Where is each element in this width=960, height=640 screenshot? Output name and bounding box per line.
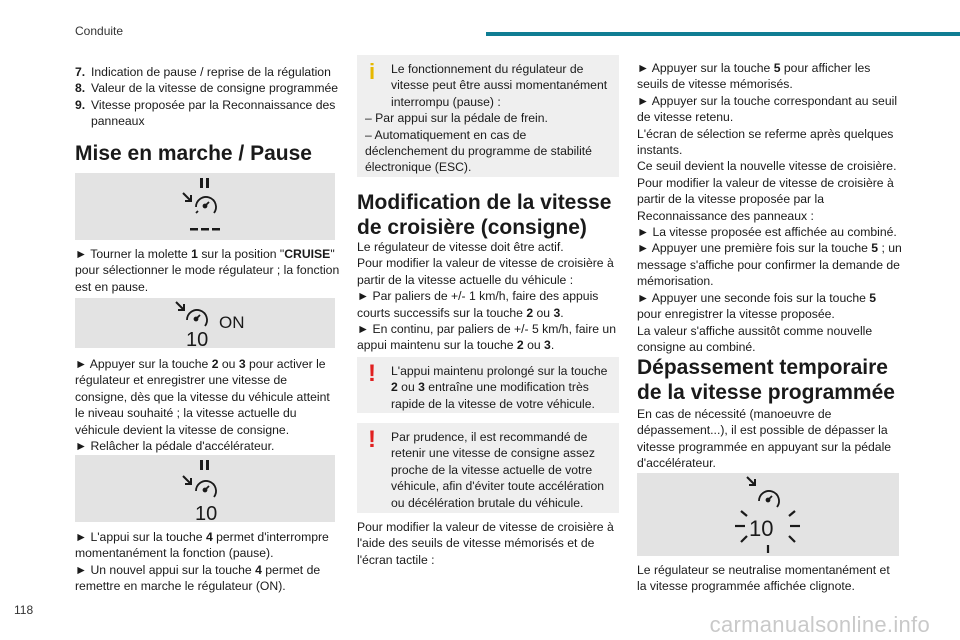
section-heading-mise-en-marche: Mise en marche / Pause <box>75 142 312 165</box>
figure-overspeed-blink <box>637 473 899 556</box>
cruise-paused-illustration <box>75 455 335 522</box>
list-text: Valeur de la vitesse de consigne programmée <box>91 81 339 96</box>
warning-note: ! Par prudence, il est recommandé de retenir une vitesse de consigne assez proche de la vitesse actuelle de votre véhicule, afin d'éviter toute accélération ou décélération brutale du véhicule. <box>357 423 619 513</box>
list-item <box>75 64 340 80</box>
warning-note: ! L'appui maintenu prolongé sur la touche 2 ou 3 entraîne une modification très rapide de la vitesse de votre véhicule. <box>357 357 619 413</box>
page-number: 118 <box>14 603 34 617</box>
speedometer-icon <box>747 477 779 507</box>
list-text: Vitesse proposée par la Reconnaissance des panneaux <box>91 97 336 129</box>
warning-icon: ! <box>368 360 376 387</box>
warning-icon: ! <box>368 426 376 453</box>
speedometer-icon <box>176 302 207 326</box>
section-heading-depassement: Dépassement temporaire de la vitesse programmée <box>637 356 895 404</box>
figure-cruise-on <box>75 298 335 348</box>
on-label: ON <box>219 313 245 332</box>
info-icon: i <box>368 59 376 84</box>
speed-digits: 10 <box>186 329 209 348</box>
list-number: 8. <box>75 81 86 96</box>
info-note: i Le fonctionnement du régulateur de vitesse peut être aussi momentanément interrompu (pause) : – Par appui sur la pédale de frein. – Automatiquement en cas de déclenchement du programme de stabilité électronique (ESC). <box>357 55 619 177</box>
paragraph-seuils-steps: ► Appuyer sur la touche 5 pour afficher les seuils de vitesse mémorisés. ► Appuyer sur la touche correspondant au seuil de vitesse retenu. L'écran de sélection se referme après quelques instants. Ce seuil devient la nouvelle vitesse de croisière. Pour modifier la valeur de vitesse de croisière à partir de la vitesse proposée par la Reconnaissance des panneaux : ► La vitesse proposée est affichée au combiné. ► Appuyer une première fois sur la touche 5 ; un message s'affiche pour confirmer la demande de mémorisation. ► Appuyer une seconde fois sur la touche 5 pour enregistrer la vitesse proposée. La valeur s'affiche aussitôt comme nouvelle consigne au combiné. <box>637 61 902 354</box>
legend-list <box>75 64 340 130</box>
header-accent-bar <box>486 32 960 36</box>
paragraph-interrompre: ► L'appui sur la touche 4 permet d'interrompre momentanément la fonction (pause). ► Un nouvel appui sur la touche 4 permet de remettre en marche le régulateur (ON). <box>75 530 329 594</box>
pause-icon <box>200 460 209 470</box>
dashes-icon <box>190 228 220 231</box>
section-heading-modification: Modification de la vitesse de croisière (consigne) <box>357 191 612 239</box>
list-item <box>75 97 340 130</box>
figure-cruise-paused <box>75 455 335 522</box>
watermark: carmanualsonline.info <box>709 612 930 637</box>
running-header: Conduite <box>75 24 124 38</box>
list-number: 9. <box>75 97 86 112</box>
cruise-pause-illustration <box>75 173 335 240</box>
speedometer-icon <box>183 476 216 497</box>
paragraph-neutralise: Le régulateur se neutralise momentanément et la vitesse programmée affichée clignote. <box>637 563 890 594</box>
figure-cruise-pause <box>75 173 335 240</box>
paragraph-depassement: En cas de nécessité (manoeuvre de dépassement...), il est possible de dépasser la vitesse programmée en appuyant sur la pédale d'accélérateur. <box>637 407 892 471</box>
list-text: Indication de pause / reprise de la régulation <box>91 65 331 79</box>
speedometer-icon <box>183 193 216 213</box>
pause-icon <box>200 178 209 188</box>
overspeed-illustration <box>637 473 899 556</box>
speed-digits: 10 <box>749 516 774 541</box>
list-item <box>75 80 340 96</box>
list-number: 7. <box>75 65 86 79</box>
paragraph-seuils: Pour modifier la valeur de vitesse de croisière à l'aide des seuils de vitesse mémorisés et de l'écran tactile : <box>357 520 614 567</box>
paragraph-modification: Le régulateur de vitesse doit être actif. Pour modifier la valeur de vitesse de croisière à partir de la vitesse actuelle du véhicule : ► Par paliers de +/- 1 km/h, faire des appuis courts successifs sur la touche 2 ou 3. ► En continu, par paliers de +/- 5 km/h, faire un appui maintenu sur la touche 2 ou 3. <box>357 240 616 353</box>
paragraph-appuyer-touche: ► Appuyer sur la touche 2 ou 3 pour activer le régulateur et enregistrer une vitesse de consigne, dès que la vitesse du véhicule atteint le niveau souhaité ; la vitesse actuelle du véhicule devient la vitesse de consigne. ► Relâcher la pédale d'accélérateur. <box>75 357 330 454</box>
speed-digits: 10 <box>195 503 218 522</box>
paragraph-tourner-molette: ► Tourner la molette 1 sur la position "CRUISE" pour sélectionner le mode régulateur ; la fonction est en pause. <box>75 247 340 294</box>
cruise-on-illustration <box>75 298 335 348</box>
